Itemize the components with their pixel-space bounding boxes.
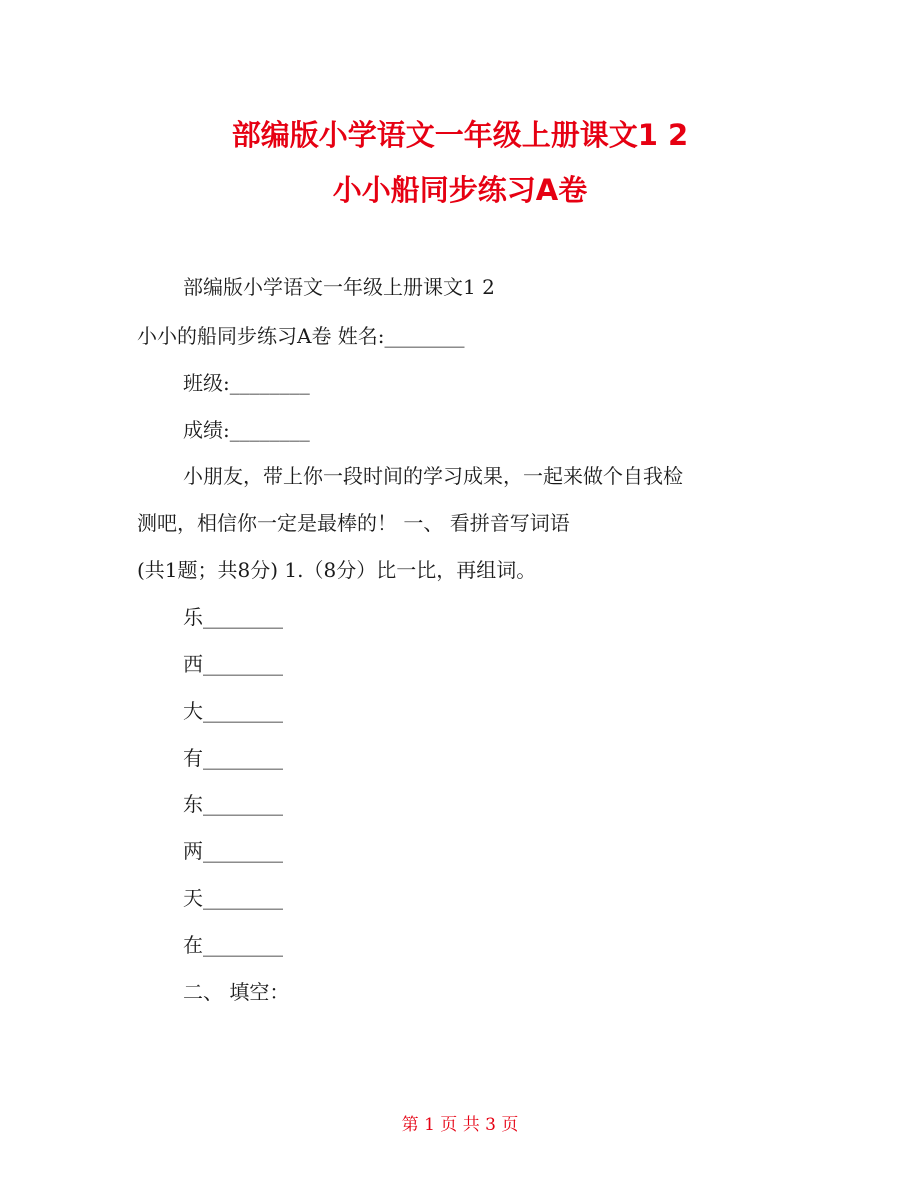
word-item-3: 大________ xyxy=(183,699,283,723)
word-item-1: 乐________ xyxy=(183,605,283,629)
intro-line-1: 部编版小学语文一年级上册课文1 2 xyxy=(183,275,495,299)
encourage-line-2: 测吧，相信你一定是最棒的！ 一、 看拼音写词语 xyxy=(137,511,570,535)
score-field: 成绩:________ xyxy=(183,418,310,442)
word-item-4: 有________ xyxy=(183,746,283,770)
class-field: 班级:________ xyxy=(183,371,310,395)
word-item-8: 在________ xyxy=(183,933,283,957)
word-item-7: 天________ xyxy=(183,886,283,910)
word-item-5: 东________ xyxy=(183,792,283,816)
section-2-heading: 二、 填空： xyxy=(183,980,290,1004)
question-line: (共1题；共8分) 1.（8分）比一比，再组词。 xyxy=(137,558,537,582)
word-item-6: 两________ xyxy=(183,839,283,863)
document-title-line-1: 部编版小学语文一年级上册课文1 2 xyxy=(231,118,689,152)
document-title-line-2: 小小船同步练习A卷 xyxy=(332,173,588,207)
page-footer: 第 1 页 共 3 页 xyxy=(401,1115,519,1135)
intro-line-2-name-field: 小小的船同步练习A卷 姓名:________ xyxy=(137,324,465,348)
word-item-2: 西________ xyxy=(183,652,283,676)
encourage-line-1: 小朋友，带上你一段时间的学习成果，一起来做个自我检 xyxy=(183,464,683,488)
